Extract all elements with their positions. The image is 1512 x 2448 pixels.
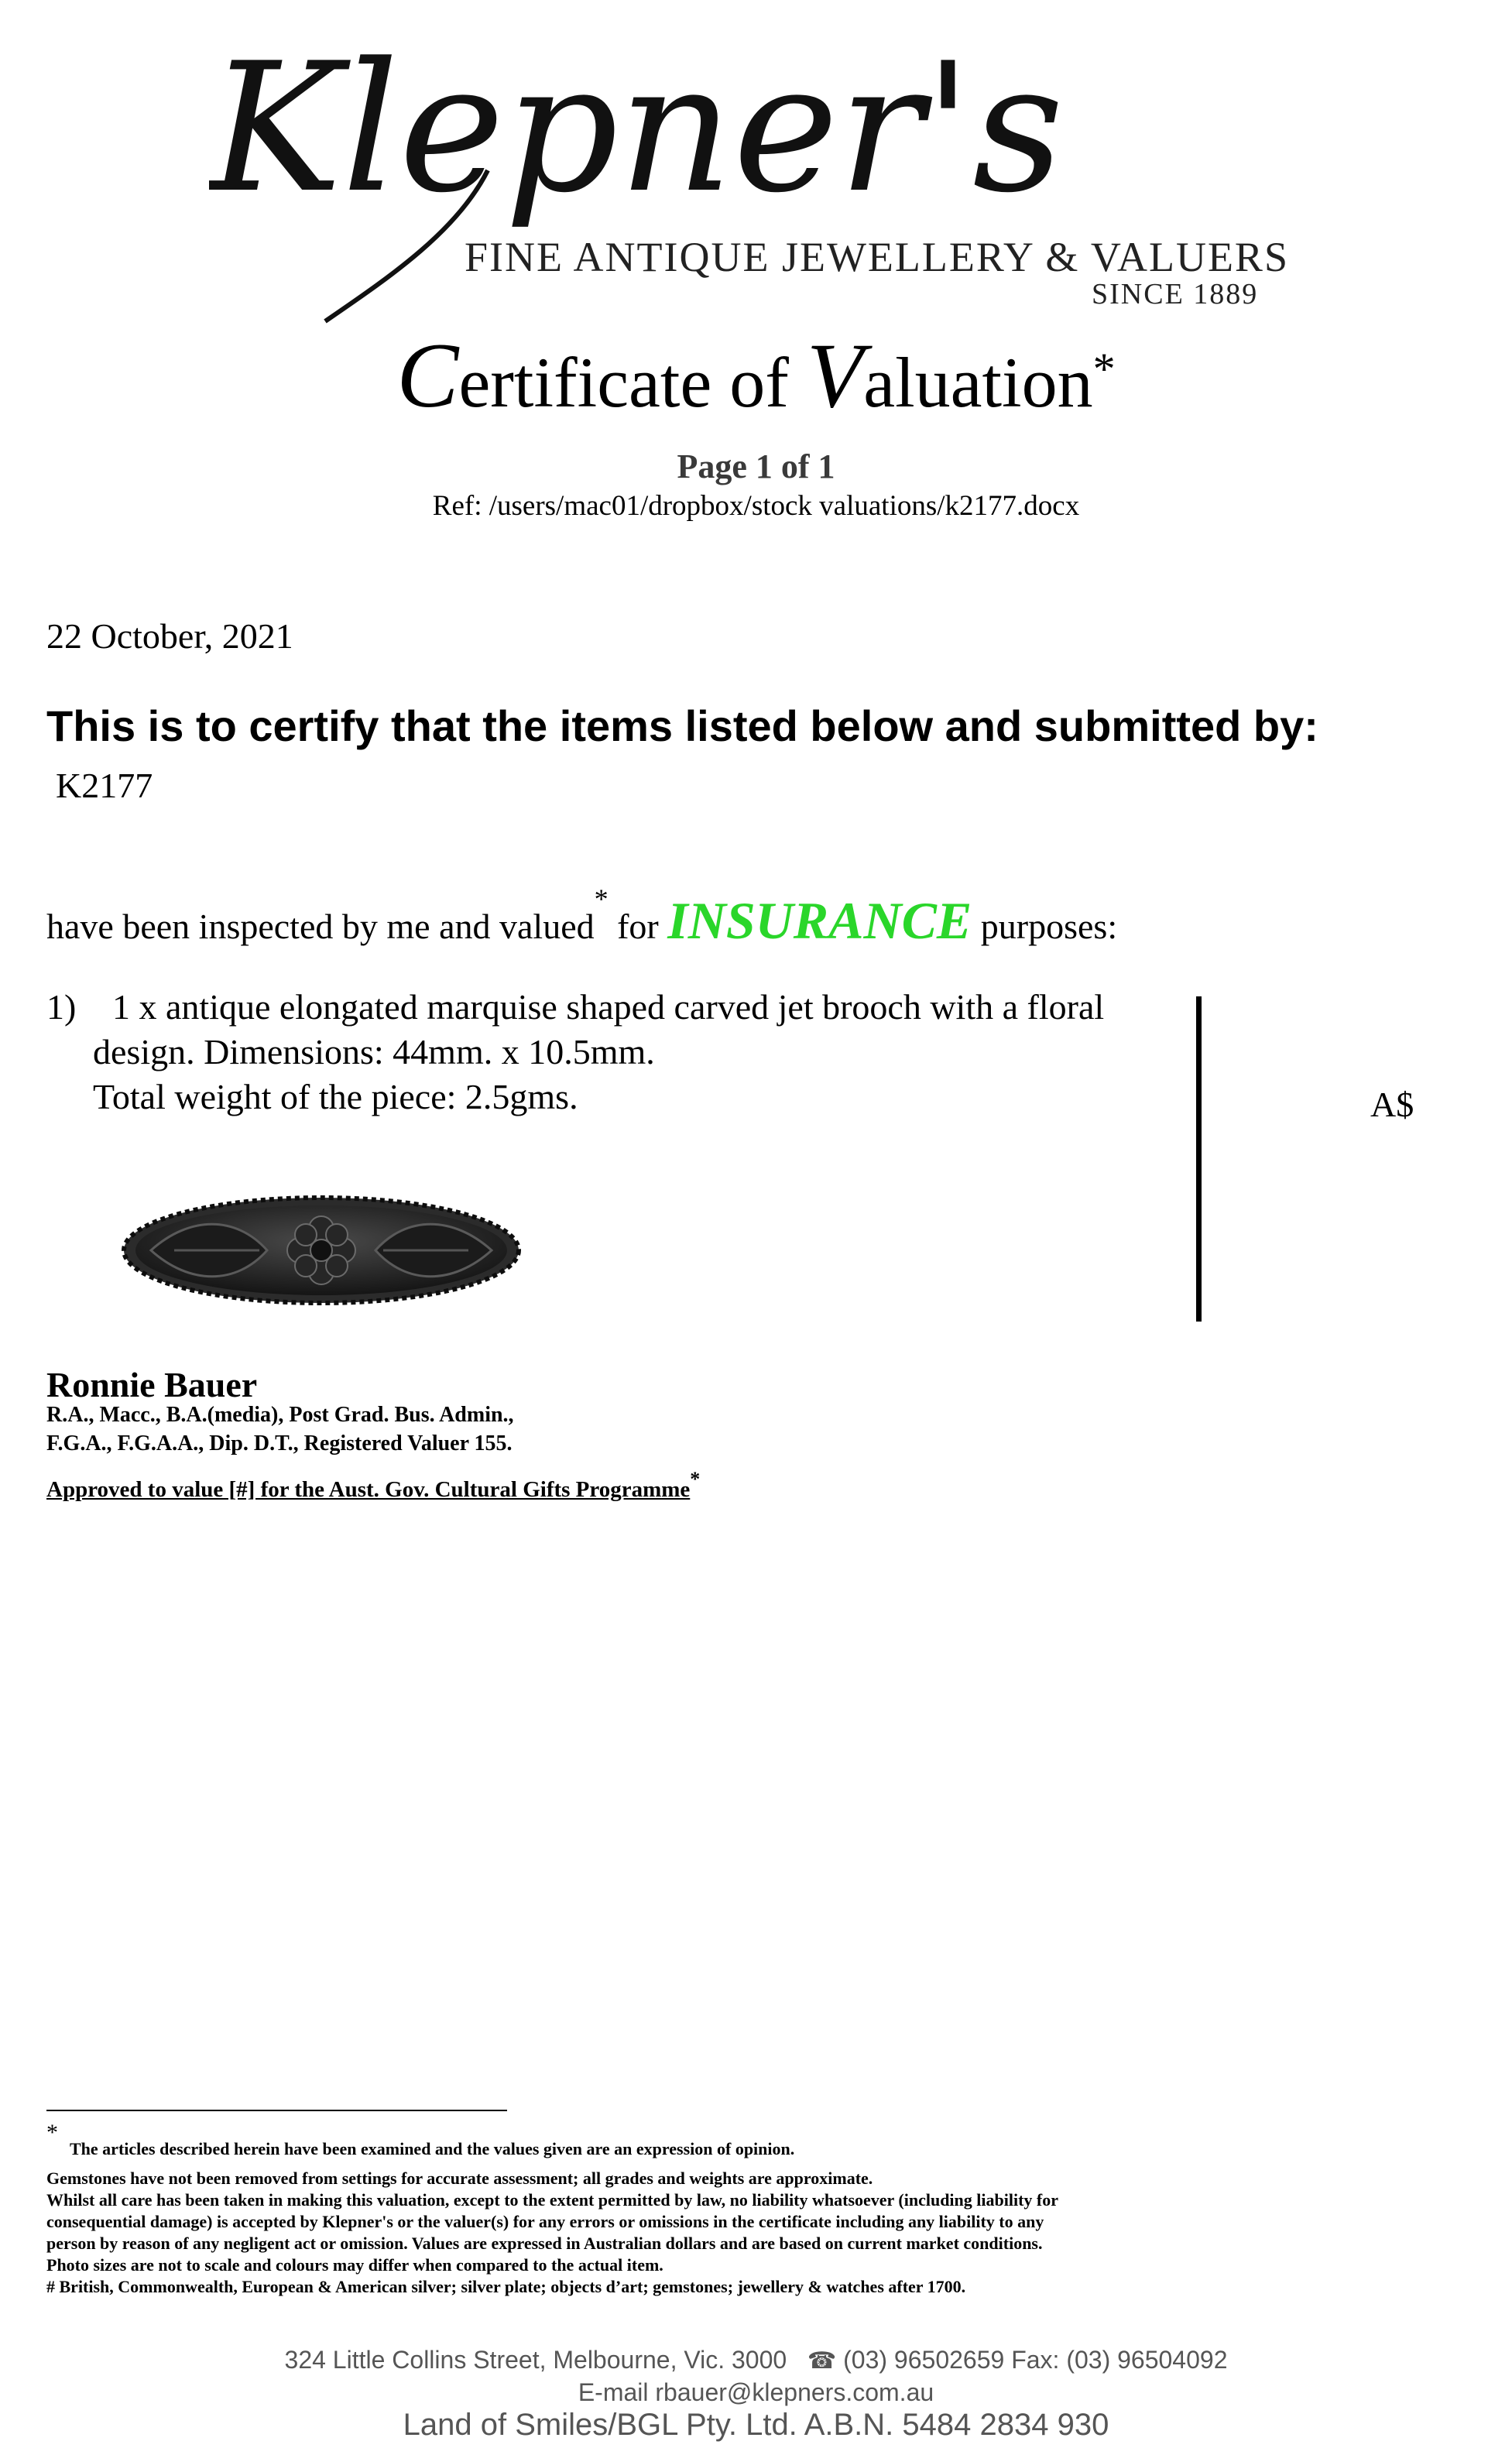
footer-email: E-mail rbauer@klepners.com.au [578,2378,934,2406]
footnote-line2: Whilst all care has been taken in making this valuation, except to the extent permitted by law, no liability whatsoever (including liability for [46,2190,1058,2210]
item-description-line3: Total weight of the piece: 2.5gms. [93,1077,578,1116]
approval-asterisk: * [690,1468,701,1490]
title-part1: ertificate of [458,343,807,422]
inspected-text: have been inspected by me and valued [46,907,595,946]
certificate-date: 22 October, 2021 [46,616,293,656]
footnote-asterisk: * [46,2120,58,2145]
inspected-asterisk: * [594,883,609,914]
footnote-line0: The articles described herein have been examined and the values given are an expression of opinion. [70,2139,795,2158]
footnote-line1: Gemstones have not been removed from settings for accurate assessment; all grades and weights are approximate. [46,2169,873,2188]
klepners-logo [209,0,1293,333]
page-label: Page 1 of 1 [677,447,835,485]
file-reference: Ref: /users/mac01/dropbox/stock valuations/k2177.docx [432,490,1080,522]
logo-script-text: Klepner's [209,26,1065,232]
footnote-line6: # British, Commonwealth, European & American silver; silver plate; objects d’art; gemstones; jewellery & watches after 1700. [46,2277,966,2296]
title-part2: aluation [863,343,1093,422]
logo-tagline: FINE ANTIQUE JEWELLERY & VALUERS [465,234,1289,280]
footer-phone: (03) 96502659 Fax: (03) 96504092 [843,2346,1228,2374]
cultural-gifts-approval [46,1468,701,1503]
item-number: 1) [46,987,77,1027]
certify-heading: This is to certify that the items listed below and submitted by: [46,701,1318,750]
approval-text: Approved to value [#] for the Aust. Gov. Cultural Gifts Programme [46,1477,691,1502]
item-description-line2: design. Dimensions: 44mm. x 10.5mm. [93,1032,655,1071]
value-column-divider [1196,996,1202,1322]
valuer-credentials-line2: F.G.A., F.G.A.A., Dip. D.T., Registered Valuer 155. [46,1431,513,1455]
footnote-line3: consequential damage) is accepted by Klepner's or the valuer(s) for any errors or omissions in the certificate including any liability to any [46,2212,1044,2231]
footnote-line4: person by reason of any negligent act or omission. Values are expressed in Australian dollars and are based on current market conditions. [46,2234,1043,2253]
title-initial-v: V [806,324,864,427]
footer-company: Land of Smiles/BGL Pty. Ltd. A.B.N. 5484 2834 930 [403,2408,1109,2442]
inspected-for: for [608,907,668,946]
telephone-icon: ☎ [807,2348,837,2374]
currency-label: A$ [1370,1085,1414,1124]
title-asterisk: * [1092,344,1116,394]
logo-since: SINCE 1889 [1092,278,1259,310]
valuer-name: Ronnie Bauer [46,1365,258,1404]
item-description-line1: 1 x antique elongated marquise shaped carved jet brooch with a floral [112,987,1105,1027]
inspected-after: purposes: [972,907,1118,946]
footnote-line5: Photo sizes are not to scale and colours may differ when compared to the actual item. [46,2255,663,2275]
title-initial-c: C [396,324,459,427]
brooch-photo [120,1188,523,1312]
footnote-separator [46,2110,507,2111]
client-reference: K2177 [56,766,153,805]
insurance-purpose: INSURANCE [667,891,972,950]
footer-address: 324 Little Collins Street, Melbourne, Vic. 3000 [284,2346,787,2374]
valuer-credentials-line1: R.A., Macc., B.A.(media), Post Grad. Bus. Admin., [46,1403,514,1427]
valuation-purpose-line [46,883,1118,951]
footer-address-line [0,2346,1512,2374]
certificate-title [0,324,1512,427]
